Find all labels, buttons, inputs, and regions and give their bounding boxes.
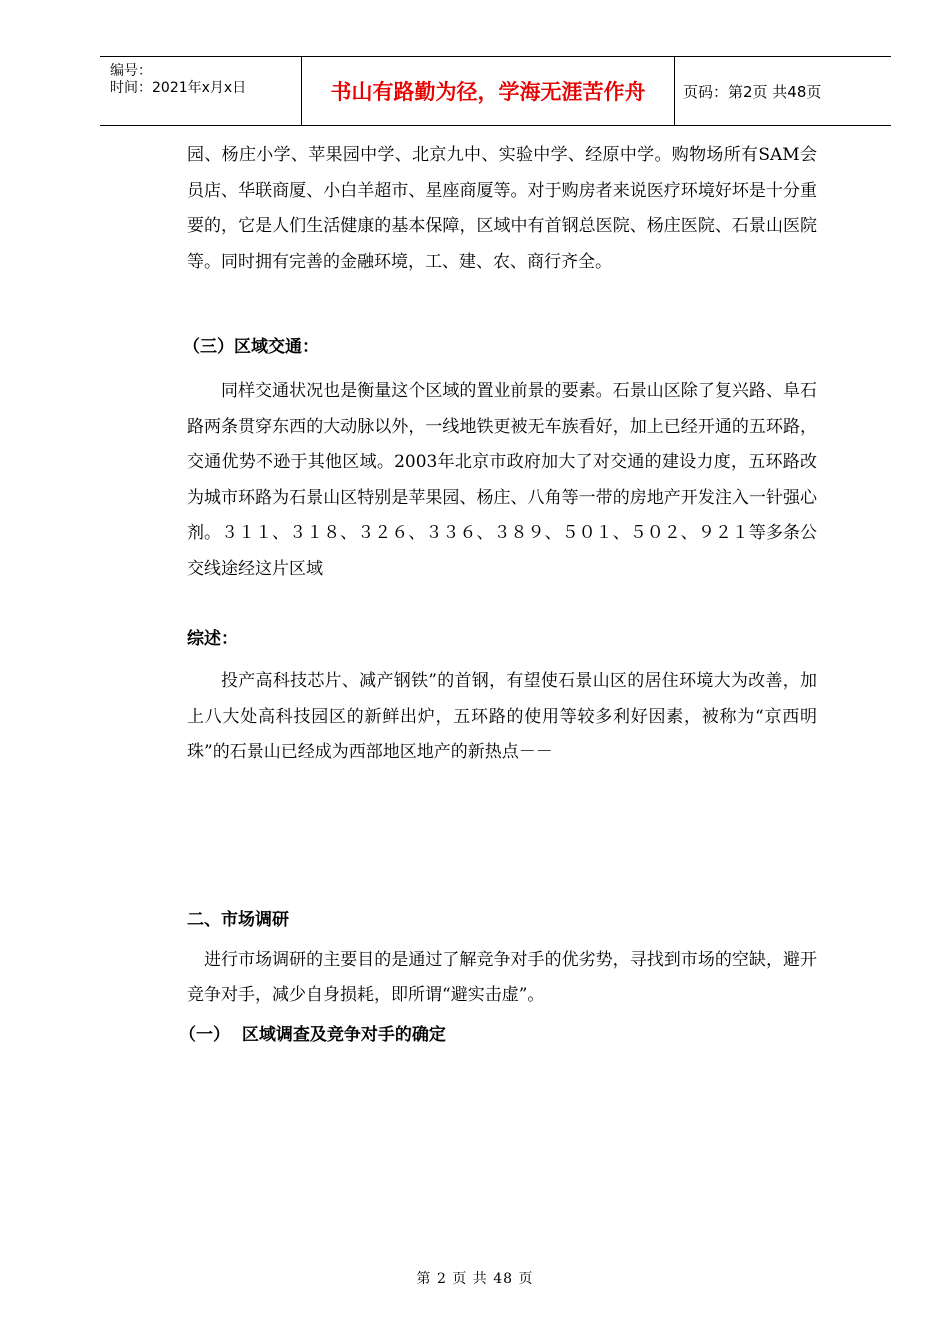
header-meta xyxy=(100,57,302,125)
document-body xyxy=(179,138,817,1052)
heading-market-research: 二、市场调研 xyxy=(187,909,289,930)
page-header xyxy=(100,56,891,126)
heading-competitor-survey: （一） 区域调查及竞争对手的确定 xyxy=(179,1024,446,1045)
header-page-info: 页码：第2页 共48页 xyxy=(683,82,822,101)
paragraph-facilities: 园、杨庄小学、苹果园中学、北京九中、实验中学、经原中学。购物场所有SAM会员店、华联商厦、小白羊超市、星座商厦等。对于购房者来说医疗环境好坏是十分重要的，它是人们生活健康的基本保障，区域中有首钢总医院、杨庄医院、石景山医院等。同时拥有完善的金融环境，工、建、农、商行齐全。 xyxy=(187,145,817,272)
heading-regional-traffic: （三）区域交通： xyxy=(183,337,319,357)
document-number-label: 编号： xyxy=(110,63,152,79)
document-time-label: 时间：2021年x月x日 xyxy=(110,80,247,96)
header-motto: 书山有路勤为径，学海无涯苦作舟 xyxy=(302,57,675,125)
heading-summary: 综述： xyxy=(187,629,238,649)
paragraph-market-research: 进行市场调研的主要目的是通过了解竞争对手的优劣势，寻找到市场的空缺，避开竞争对手，减少自身损耗，即所谓“避实击虚”。 xyxy=(187,949,817,1005)
paragraph-traffic: 同样交通状况也是衡量这个区域的置业前景的要素。石景山区除了复兴路、阜石路两条贯穿东西的大动脉以外，一线地铁更被无车族看好，加上已经开通的五环路，交通优势不逊于其他区域。2003年北京市政府加大了对交通的建设力度，五环路改为城市环路为石景山区特别是苹果园、杨庄、八角等一带的房地产开发注入一针强心剂。３１１、３１８、３２６、３３６、３８９、５０１、５０２、９２１等多条公交线途经这片区域 xyxy=(187,381,817,579)
paragraph-summary: 投产高科技芯片、减产钢铁”的首钢，有望使石景山区的居住环境大为改善，加上八大处高科技园区的新鲜出炉，五环路的使用等较多利好因素，被称为“京西明珠”的石景山已经成为西部地区地产的新热点－－ xyxy=(187,671,817,762)
page-footer: 第 2 页 共 48 页 xyxy=(416,1271,534,1287)
